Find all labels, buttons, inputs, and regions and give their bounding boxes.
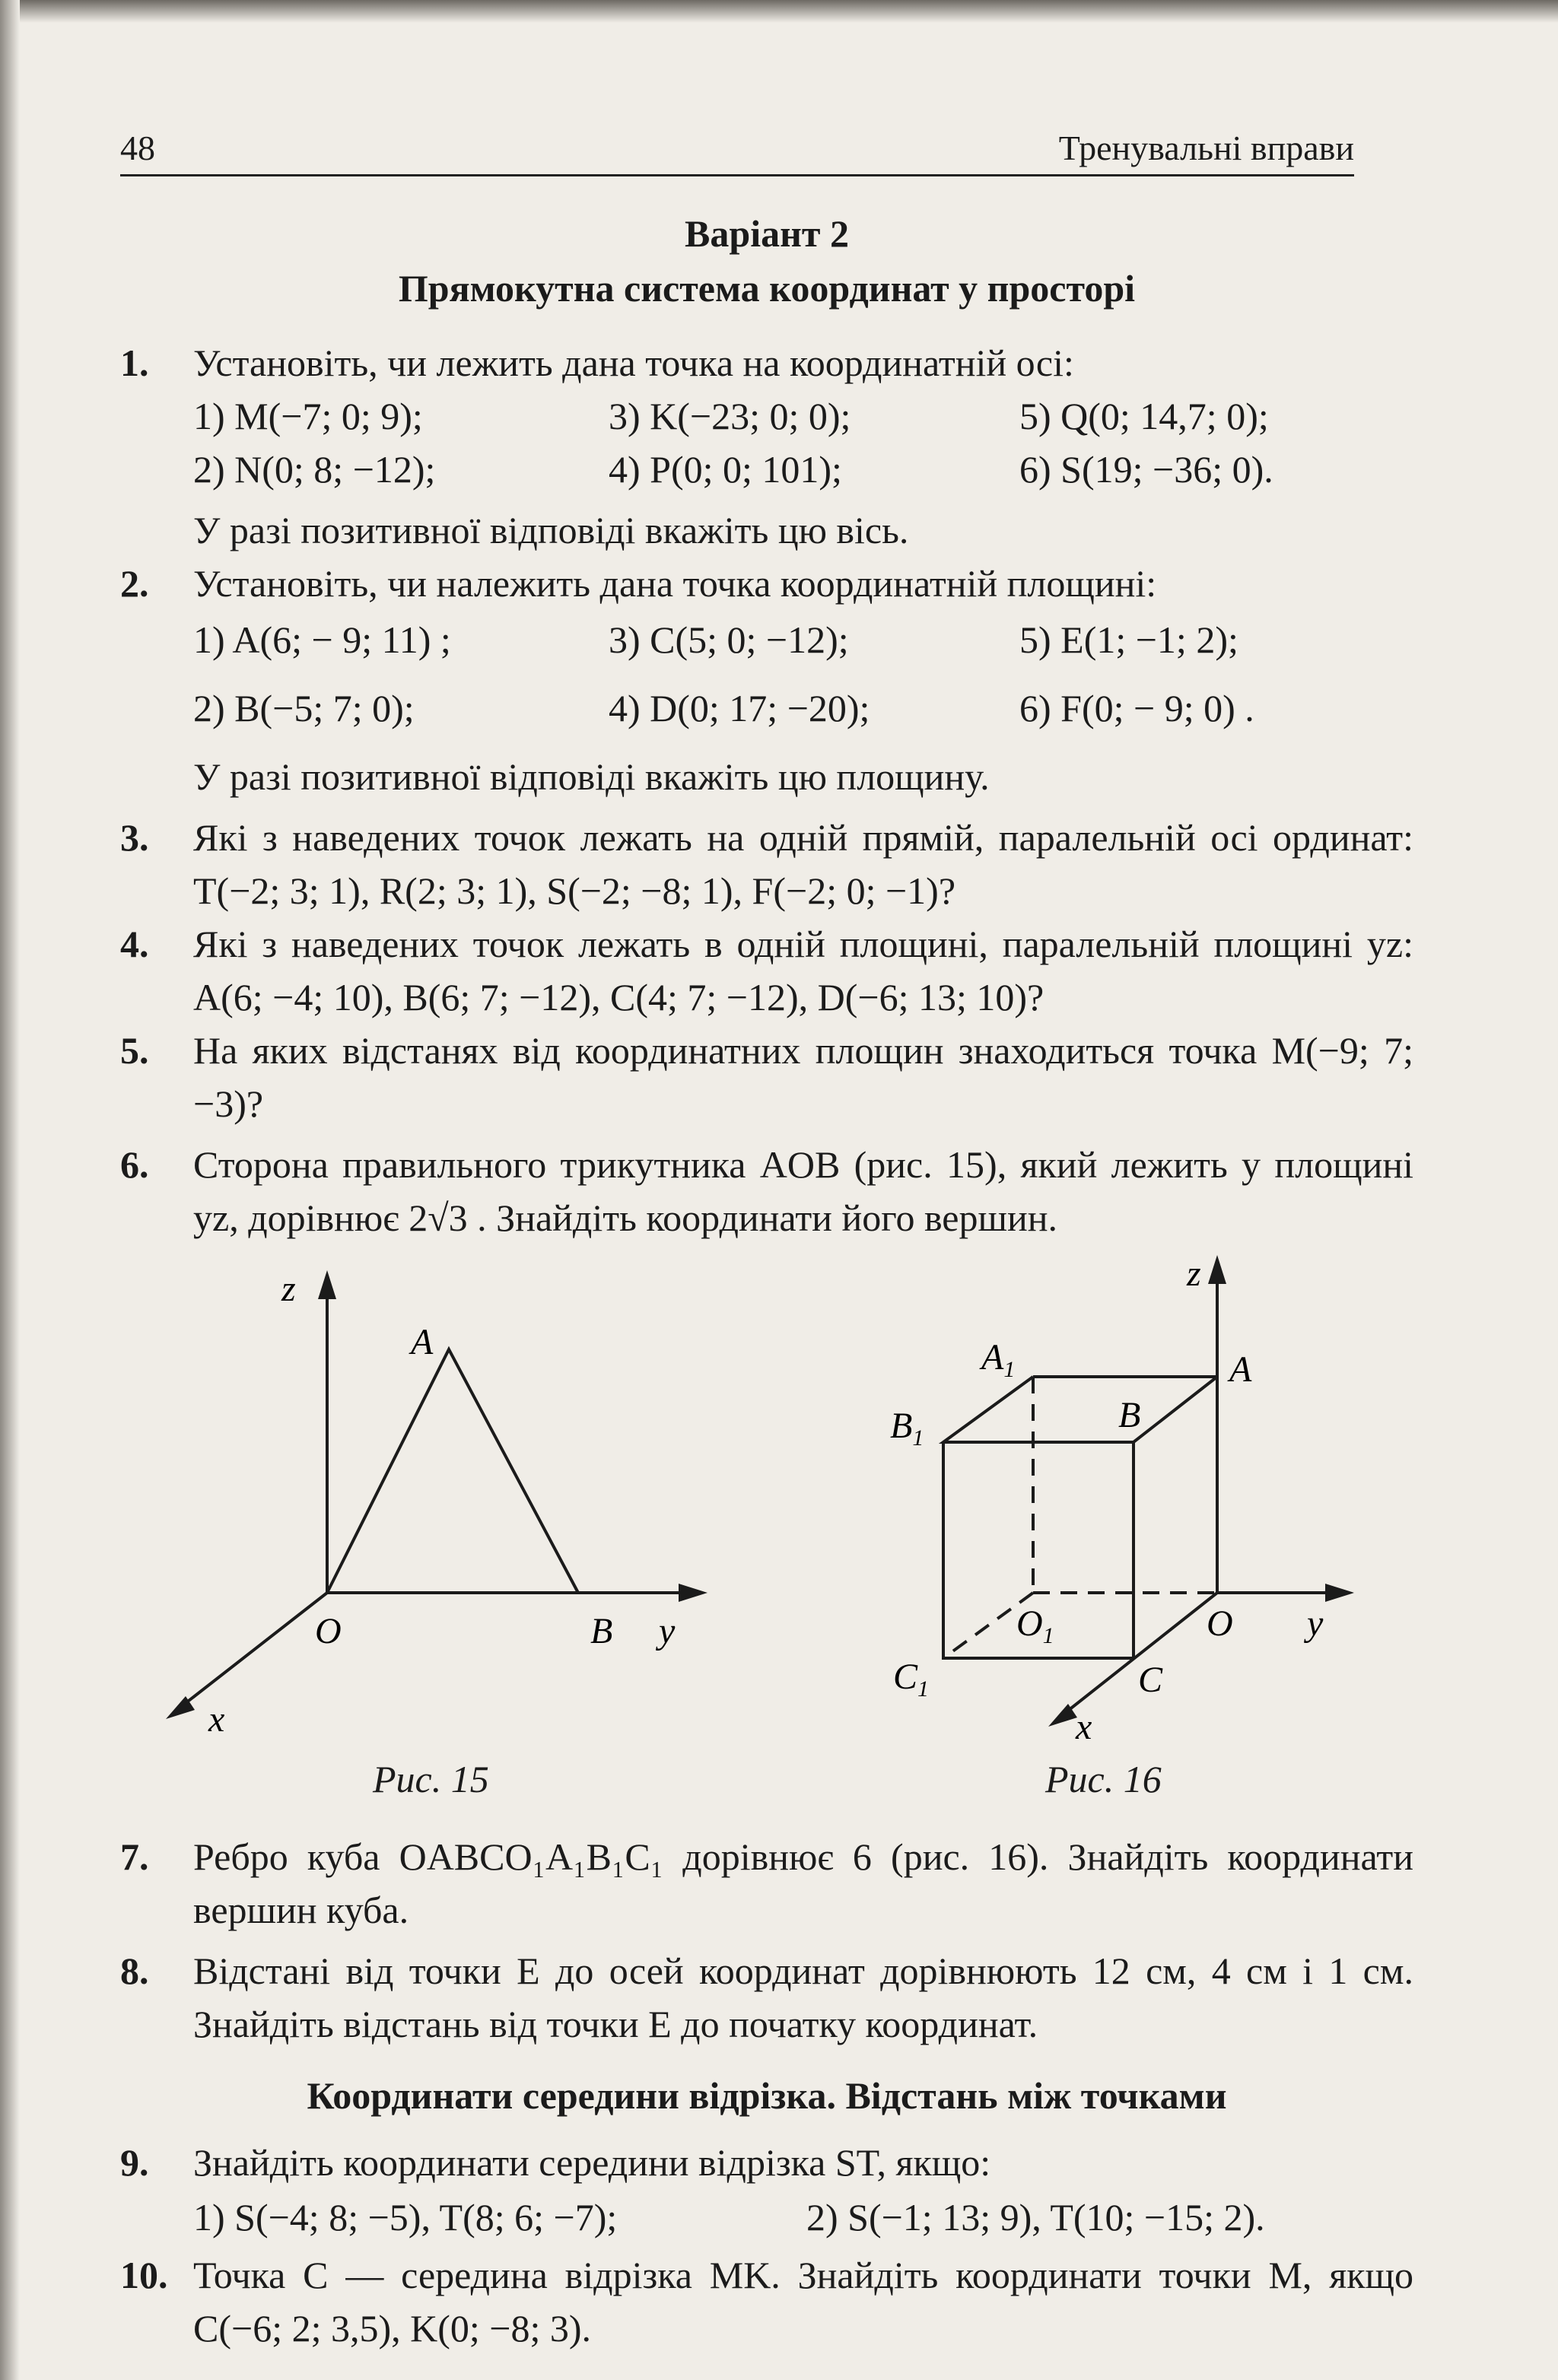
label-b: B (590, 1611, 613, 1651)
option: 6) S(19; −36; 0). (1019, 448, 1273, 491)
task-number: 9. (120, 2141, 149, 2184)
label-z: z (281, 1269, 296, 1309)
y-arrow (1325, 1584, 1354, 1602)
page-number: 48 (120, 129, 155, 167)
section-title-coordinates: Прямокутна система координат у просторі (398, 267, 1136, 310)
page-binding-shadow (0, 0, 20, 2380)
x-axis (1057, 1593, 1217, 1719)
task-number: 7. (120, 1835, 149, 1878)
figure-16-caption: Рис. 16 (1045, 1758, 1162, 1800)
option: 6) F(0; − 9; 0) . (1019, 687, 1254, 729)
task-6 (120, 1138, 1413, 1244)
top-face-edges (943, 1377, 1217, 1442)
task-1 (120, 336, 1413, 389)
option: 5) E(1; −1; 2); (1019, 618, 1238, 661)
task-8 (120, 1944, 1413, 2051)
task-text: Точка C — середина відрізка MK. Знайдіть координати точки M, якщо C(−6; 2; 3,5), K(0; −8; 3). (193, 2254, 1413, 2350)
option: 1) A(6; − 9; 11) ; (193, 618, 451, 661)
figure-15-triangle (152, 1255, 730, 1757)
task-note: У разі позитивної відповіді вкажіть цю площину. (193, 755, 990, 798)
label-o: O (1207, 1603, 1233, 1644)
label-z: z (1187, 1254, 1201, 1294)
running-title: Тренувальні вправи (1058, 129, 1354, 167)
option: 2) N(0; 8; −12); (193, 448, 436, 491)
option: 4) P(0; 0; 101); (609, 448, 842, 491)
task-number: 1. (120, 342, 149, 384)
task-2 (120, 557, 1413, 610)
figure-16-cube (867, 1247, 1385, 1765)
task-number: 5. (120, 1029, 149, 1072)
label-y: y (659, 1611, 676, 1651)
task-text: Ребро куба OABCO₁A₁B₁C₁ дорівнює 6 (рис. 16). Знайдіть координати вершин куба. (193, 1835, 1413, 1931)
task-4 (120, 917, 1413, 1024)
task-number: 3. (120, 816, 149, 859)
label-b1: $B_1$ (890, 1406, 924, 1451)
triangle-aob (327, 1349, 578, 1593)
task-number: 8. (120, 1949, 149, 1992)
label-a: A (411, 1322, 434, 1362)
option: 1) M(−7; 0; 9); (193, 395, 423, 437)
task-text: Знайдіть координати середини відрізка ST, якщо: (193, 2141, 991, 2184)
variant-title: Варіант 2 (685, 212, 849, 255)
label-b: B (1118, 1395, 1141, 1435)
task-number: 10. (120, 2254, 168, 2296)
option: 4) D(0; 17; −20); (609, 687, 870, 729)
task-note: У разі позитивної відповіді вкажіть цю вісь. (193, 509, 909, 551)
z-arrow (318, 1270, 336, 1299)
label-c: C (1138, 1660, 1163, 1700)
z-arrow (1208, 1255, 1226, 1284)
label-a1: $A_1$ (981, 1337, 1016, 1382)
label-x: x (1076, 1707, 1092, 1747)
label-c1: $C_1$ (893, 1657, 930, 1702)
task-text: Установіть, чи лежить дана точка на координатній осі: (193, 342, 1074, 384)
task-text: Які з наведених точок лежать в одній площині, паралельній площині yz: A(6; −4; 10), B(6; 7; −12), C(4; 7; −12), D(−6; 13; 10)? (193, 923, 1413, 1018)
option: 1) S(−4; 8; −5), T(8; 6; −7); (193, 2196, 618, 2239)
task-number: 6. (120, 1143, 149, 1186)
task-number: 4. (120, 923, 149, 965)
x-axis (175, 1593, 327, 1711)
label-x: x (208, 1699, 225, 1740)
option: 3) C(5; 0; −12); (609, 618, 849, 661)
task-number: 2. (120, 562, 149, 605)
label-o1: $O_1$ (1016, 1603, 1054, 1648)
label-o: O (315, 1611, 342, 1651)
page-edge-shadow (0, 0, 1558, 23)
task-5 (120, 1024, 1413, 1130)
option: 2) B(−5; 7; 0); (193, 687, 415, 729)
task-text: Які з наведених точок лежать на одній прямій, паралельній осі ординат: T(−2; 3; 1), R(2; 3; 1), S(−2; −8; 1), F(−2; 0; −1)? (193, 816, 1413, 912)
task-10 (120, 2248, 1413, 2355)
task-9 (120, 2136, 1413, 2189)
task-text: На яких відстанях від координатних площин знаходиться точка M(−9; 7; −3)? (193, 1029, 1413, 1125)
task-text: Установіть, чи належить дана точка координатній площині: (193, 562, 1157, 605)
option: 3) K(−23; 0; 0); (609, 395, 851, 437)
label-a: A (1229, 1349, 1252, 1390)
task-text: Сторона правильного трикутника AOB (рис. 15), який лежить у площині yz, дорівнює 2√3 . Знайдіть координати його вершин. (193, 1143, 1413, 1239)
task-text: Відстані від точки E до осей координат дорівнюють 12 см, 4 см і 1 см. Знайдіть відстань від точки E до початку координат. (193, 1949, 1413, 2045)
running-header (120, 128, 1354, 176)
task-3 (120, 811, 1413, 917)
section-title-midpoint: Координати середини відрізка. Відстань між точками (307, 2074, 1227, 2117)
figure-15-caption: Рис. 15 (373, 1758, 489, 1800)
task-7 (120, 1830, 1413, 1937)
y-arrow (679, 1584, 707, 1602)
label-y: y (1307, 1603, 1324, 1644)
option: 5) Q(0; 14,7; 0); (1019, 395, 1269, 437)
option: 2) S(−1; 13; 9), T(10; −15; 2). (806, 2196, 1265, 2239)
